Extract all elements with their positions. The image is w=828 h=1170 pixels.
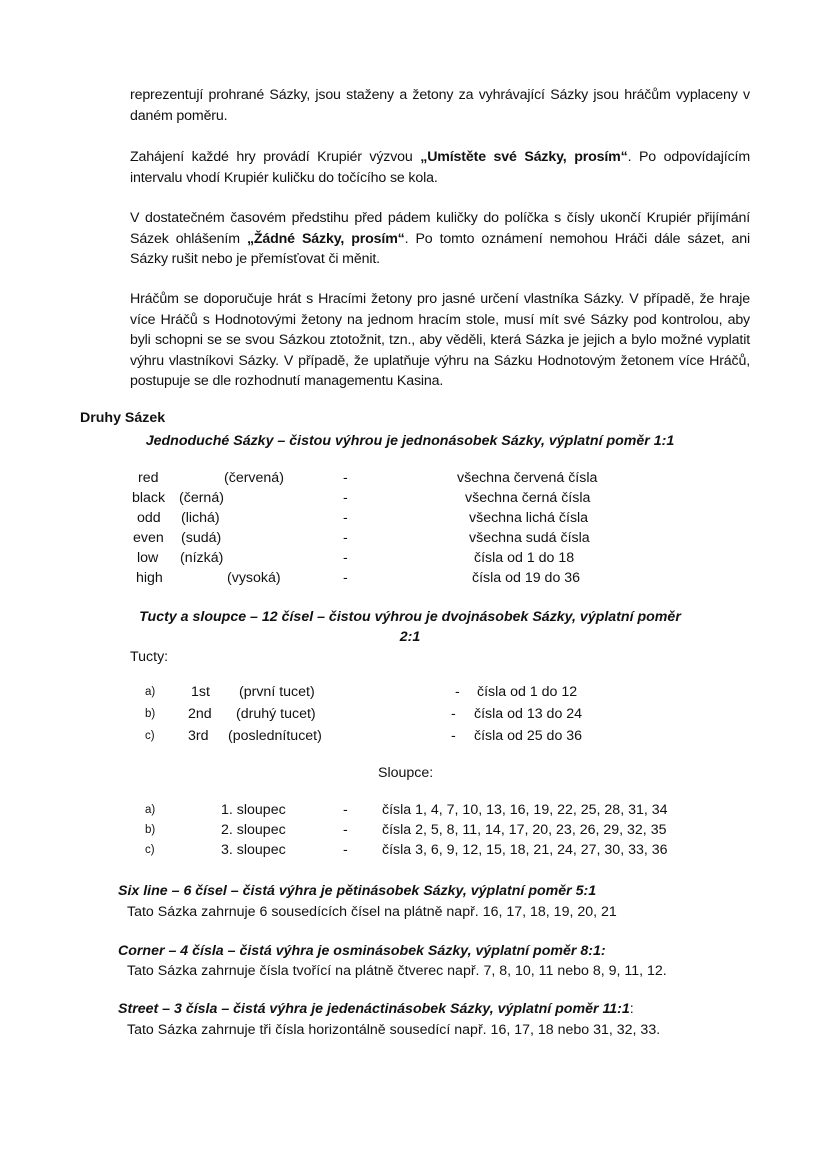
dozen-row: [0, 728, 828, 748]
street-heading-line: [118, 1001, 634, 1017]
paragraph-chips-recommendation: Hráčům se doporučuje hrát s Hracími žetony pro jasné určení vlastníka Sázky. V případě, že hraje více Hráčů s Hodnotovými žetony na jednom hracím stole, musí mít své Sázky pod kontrolou, aby byli schopni se se svou Sázkou ztotožnit, tzn., aby věděli, která Sázka je jejich a bylo možné vyplatit výhru vlastníkovi Sázky. V případě, že uplatňuje výhru na Sázku Hodnotovým žetonem více Hráčů, postupuje se dle rozhodnutí managementu Kasina.: [130, 291, 750, 389]
bet-description: čísla od 19 do 36: [472, 570, 581, 586]
bet-dash: -: [343, 550, 348, 566]
dozen-description: čísla od 25 do 36: [474, 728, 583, 744]
street-text: Tato Sázka zahrnuje tři čísla horizontálně sousedící např. 16, 17, 18 nebo 31, 32, 33.: [127, 1022, 661, 1038]
dozen-dash: -: [451, 728, 456, 744]
street-heading-colon: :: [629, 1001, 634, 1017]
bet-dash: -: [343, 530, 348, 546]
simple-bet-row: [0, 550, 828, 570]
bet-name-cz: (černá): [179, 490, 224, 506]
p2-bold-call: „Umístěte své Sázky, prosím“: [420, 149, 628, 165]
bet-name-en: red: [138, 470, 159, 486]
section-title: Druhy Sázek: [80, 410, 166, 426]
column-description: čísla 1, 4, 7, 10, 13, 16, 19, 22, 25, 28, 31, 34: [382, 802, 668, 818]
bet-description: čísla od 1 do 18: [474, 550, 575, 566]
bet-dash: -: [343, 490, 348, 506]
six-line-heading: Six line – 6 čísel – čistá výhra je pětinásobek Sázky, výplatní poměr 5:1: [118, 883, 597, 899]
list-letter: c): [145, 730, 155, 742]
bet-name-en: odd: [137, 510, 161, 526]
bet-description: všechna sudá čísla: [469, 530, 590, 546]
corner-heading: Corner – 4 čísla – čistá výhra je osminásobek Sázky, výplatní poměr 8:1:: [118, 943, 606, 959]
dozen-description: čísla od 1 do 12: [477, 684, 578, 700]
bet-name-en: low: [137, 550, 159, 566]
column-description: čísla 2, 5, 8, 11, 14, 17, 20, 23, 26, 29, 32, 35: [382, 822, 667, 838]
simple-bet-row: [0, 570, 828, 590]
column-dash: -: [343, 802, 348, 818]
list-letter: a): [145, 804, 156, 816]
bet-name-cz: (sudá): [181, 530, 222, 546]
paragraph-game-start: [130, 147, 750, 188]
simple-bet-row: [0, 490, 828, 510]
dozen-row: [0, 684, 828, 704]
dozen-dash: -: [455, 684, 460, 700]
bet-name-cz: (červená): [224, 470, 284, 486]
p3-bold-call: „Žádné Sázky, prosím“: [246, 230, 405, 247]
list-letter: b): [145, 708, 156, 720]
p3-text-before: V dostatečném časovém předstihu před pádem kuličky do políčka s čísly ukončí Krupiér přijímání Sázek ohlášením: [130, 210, 750, 247]
simple-bet-row: [0, 530, 828, 550]
dozens-columns-heading-line1: Tucty a sloupce – 12 čísel – čistou výhrou je dvojnásobek Sázky, výplatní poměr: [139, 609, 681, 625]
bet-name-cz: (nízká): [180, 550, 224, 566]
paragraph-payout: reprezentují prohrané Sázky, jsou staženy a žetony za vyhrávající Sázky jsou hráčům vyplaceny v daném poměru.: [130, 87, 750, 124]
column-description: čísla 3, 6, 9, 12, 15, 18, 21, 24, 27, 30, 33, 36: [382, 842, 668, 858]
bet-dash: -: [343, 510, 348, 526]
dozen-name: 2nd: [188, 706, 212, 722]
column-dash: -: [343, 822, 348, 838]
bet-dash: -: [343, 470, 348, 486]
simple-bet-row: [0, 470, 828, 490]
column-row: [0, 842, 828, 862]
paragraph-no-more-bets: [130, 208, 750, 270]
p3-text-after: . Po tomto oznámení nemohou Hráči dále sázet, ani Sázky rušit nebo je přemísťovat či měnit.: [130, 230, 750, 267]
dozen-name-cz: (poslednítucet): [228, 728, 322, 744]
bet-name-cz: (vysoká): [227, 570, 281, 586]
dozen-row: [0, 706, 828, 726]
columns-label: Sloupce:: [378, 765, 434, 781]
bet-dash: -: [343, 570, 348, 586]
list-letter: b): [145, 824, 156, 836]
six-line-text: Tato Sázka zahrnuje 6 sousedících čísel na plátně např. 16, 17, 18, 19, 20, 21: [127, 904, 617, 920]
p2-text-before: Zahájení každé hry provádí Krupiér výzvou: [130, 149, 421, 165]
bet-description: všechna červená čísla: [457, 470, 598, 486]
column-row: [0, 802, 828, 822]
list-letter: a): [145, 686, 156, 698]
dozens-columns-heading-line2: 2:1: [399, 629, 421, 645]
corner-text: Tato Sázka zahrnuje čísla tvořící na plátně čtverec např. 7, 8, 10, 11 nebo 8, 9, 11, 12.: [127, 963, 667, 979]
bet-name-en: black: [132, 490, 166, 506]
simple-bet-row: [0, 510, 828, 530]
bet-name-en: even: [133, 530, 164, 546]
dozen-dash: -: [451, 706, 456, 722]
dozen-name: 3rd: [188, 728, 209, 744]
simple-bets-heading: Jednoduché Sázky – čistou výhrou je jednonásobek Sázky, výplatní poměr 1:1: [145, 433, 675, 449]
p2-text-after: . Po odpovídajícím intervalu vhodí Krupiér kuličku do točícího se kola.: [130, 149, 751, 186]
column-dash: -: [343, 842, 348, 858]
column-name: 1. sloupec: [221, 802, 286, 818]
bet-description: všechna černá čísla: [465, 490, 591, 506]
column-name: 2. sloupec: [221, 822, 286, 838]
bet-description: všechna lichá čísla: [469, 510, 589, 526]
column-row: [0, 822, 828, 842]
street-heading: Street – 3 čísla – čistá výhra je jedenáctinásobek Sázky, výplatní poměr 11:1: [118, 1001, 630, 1017]
dozen-name-cz: (první tucet): [239, 684, 315, 700]
dozen-name-cz: (druhý tucet): [236, 706, 316, 722]
dozen-name: 1st: [191, 684, 210, 700]
column-name: 3. sloupec: [221, 842, 286, 858]
bet-name-cz: (lichá): [181, 510, 220, 526]
list-letter: c): [145, 844, 155, 856]
dozens-label: Tucty:: [130, 649, 169, 665]
dozen-description: čísla od 13 do 24: [474, 706, 583, 722]
bet-name-en: high: [136, 570, 163, 586]
